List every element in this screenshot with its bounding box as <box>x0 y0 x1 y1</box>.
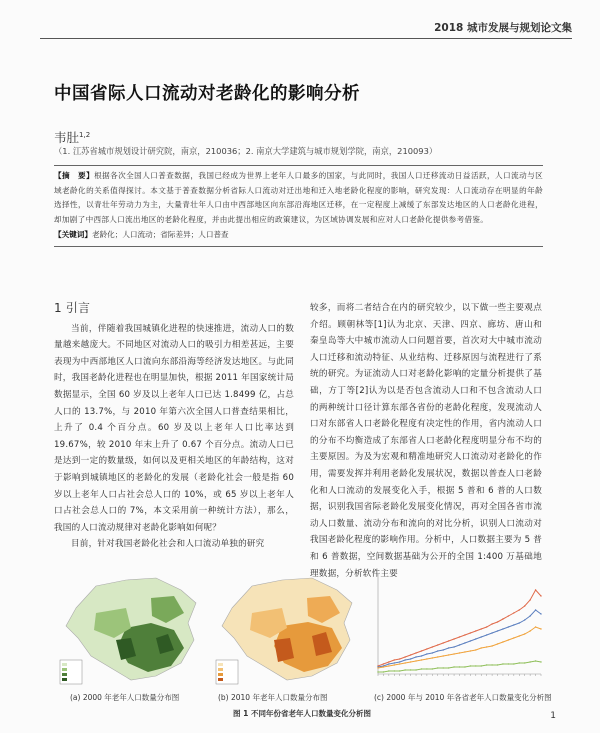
data-point-change <box>459 652 460 653</box>
data-point-base <box>410 669 411 670</box>
data-point-2010 <box>394 659 395 660</box>
abstract-text: 根据各次全国人口普查数据，我国已经成为世界上老年人口最多的国家，与此同时，我国人口迁移流动日益活跃，人口流动与区域老龄化的关系值得探讨。本文基于普查数据分析省际人口流动对迁出地和迁入地老龄化程度的影响，研究发现：人口流动存在明显的年龄选择性，以青壮年劳动力为主，大量青壮年人口由中西部地区向东部沿海地区迁移，在一定程度上减缓了东部发达地区的人口老龄化进程，却加剧了中西部人口流出地区的老龄化程度，并由此提出相应的政策建议，为区域协调发展和应对人口老龄化提供参考借鉴。 <box>54 171 543 224</box>
data-point-change <box>475 649 476 650</box>
affiliation: （1. 江苏省城市规划设计研究院，南京，210036；2. 南京大学建筑与城市规划学院，南京，210093） <box>54 146 438 156</box>
data-point-2010 <box>540 595 541 596</box>
data-point-2000 <box>410 658 411 659</box>
data-point-change <box>453 653 454 654</box>
body-paragraph: 较多，而将二者结合在内的研究较少，以下做一些主要观点介绍。顾朝林等[1]认为北京、天津、四京、廊坊、唐山和秦皇岛等大中城市流动人口问题首要，首次对大中城市流动人口迁移和流动特征、从业结构、迁移原因与流程进行了系统的研究。为证流动人口对老龄化影响的定量分析提供了基础，方丁等[2]认为以是否包含流动人口和不包含流动人口的两种统计口径计算东部各省份的老龄化程度，发现流动人口对东部省人口老龄化程度有决定性的作用，省内流动人口的分布不均衡造成了东部省人口老龄化程度明显分布不均的主要原因。为及为宏观和精准地研究人口流动对老龄化的作用，需要发挥并利用老龄化发展状况，数据以普查人口老龄化和人口流动的发展变化入手，根据 5 普和 6 普的人口数据，识别我国省际老龄化发展变化情况，再对全国各省市流动人口数量、流动分布和流向的对比分析，识别人口流动对我国老龄化程度的影响作用。分析中，人口数据主要为 5 普和 6 普数据，空间数据基础为公开的全国 1:400 万基础地理数据，分析软件主要 <box>310 303 542 579</box>
data-point-2000 <box>437 650 438 651</box>
data-point-change <box>519 635 520 636</box>
data-point-change <box>508 639 509 640</box>
data-point-2010 <box>481 628 482 629</box>
abstract <box>54 169 543 227</box>
data-point-change <box>497 643 498 644</box>
figure-map-2010 <box>212 568 362 688</box>
data-point-2000 <box>459 644 460 645</box>
data-point-change <box>388 665 389 666</box>
caption-a: (a) 2000 年老年人口数量分布图 <box>70 693 180 702</box>
keywords-text: 老龄化；人口流动；省际差异；人口普查 <box>91 230 229 240</box>
section-heading: 1 引言 <box>54 301 91 315</box>
data-point-2010 <box>415 652 416 653</box>
data-point-2000 <box>394 662 395 663</box>
data-point-2000 <box>481 636 482 637</box>
data-point-change <box>399 663 400 664</box>
data-point-2010 <box>508 615 509 616</box>
data-point-base <box>404 669 405 670</box>
data-point-change <box>394 664 395 665</box>
data-point-base <box>470 665 471 666</box>
data-point-2010 <box>486 626 487 627</box>
data-point-2000 <box>404 659 405 660</box>
keywords <box>54 228 543 242</box>
data-point-2000 <box>475 638 476 639</box>
data-point-2010 <box>513 612 514 613</box>
abstract-label: 【摘 要】 <box>54 171 95 180</box>
caption-b: (b) 2010 年老年人口数量分布图 <box>218 693 328 702</box>
data-point-change <box>404 662 405 663</box>
data-point-2010 <box>448 640 449 641</box>
data-point-base <box>421 668 422 669</box>
data-point-2010 <box>453 638 454 639</box>
abstract-box <box>54 165 543 247</box>
data-point-base <box>513 663 514 664</box>
data-point-2010 <box>529 599 530 600</box>
data-point-base <box>497 664 498 665</box>
data-point-2000 <box>464 642 465 643</box>
data-point-base <box>491 664 492 665</box>
data-point-base <box>481 665 482 666</box>
data-point-2000 <box>388 663 389 664</box>
data-point-2010 <box>497 621 498 622</box>
data-point-2000 <box>535 609 536 610</box>
paper-title: 中国省际人口流动对老龄化的影响分析 <box>54 84 360 104</box>
data-point-change <box>529 630 530 631</box>
data-point-base <box>394 670 395 671</box>
right-column <box>310 300 542 582</box>
data-point-base <box>464 666 465 667</box>
data-point-base <box>502 663 503 664</box>
data-point-base <box>486 664 487 665</box>
body-paragraph: 目前，针对我国老龄化社会和人口流动单独的研究 <box>71 539 265 550</box>
data-point-2010 <box>524 605 525 606</box>
data-point-base <box>535 660 536 661</box>
data-point-change <box>448 654 449 655</box>
data-point-2010 <box>502 618 503 619</box>
data-point-base <box>453 666 454 667</box>
series-line-change <box>378 627 541 668</box>
data-point-2000 <box>491 632 492 633</box>
data-point-base <box>383 671 384 672</box>
data-point-2010 <box>491 623 492 624</box>
china-map-2000 <box>56 568 206 688</box>
data-point-2010 <box>399 658 400 659</box>
data-point-2010 <box>404 656 405 657</box>
data-point-2000 <box>519 622 520 623</box>
data-point-2000 <box>486 634 487 635</box>
data-point-2000 <box>453 646 454 647</box>
data-point-2010 <box>388 661 389 662</box>
data-point-2010 <box>470 632 471 633</box>
data-point-change <box>377 667 378 668</box>
data-point-base <box>377 671 378 672</box>
data-point-change <box>491 645 492 646</box>
page-number: 1 <box>550 711 556 721</box>
data-point-2010 <box>432 646 433 647</box>
left-column <box>54 300 294 553</box>
data-point-2010 <box>464 634 465 635</box>
data-point-change <box>502 641 503 642</box>
data-point-2000 <box>432 652 433 653</box>
data-point-change <box>524 633 525 634</box>
data-point-change <box>415 660 416 661</box>
figure-caption: 图 1 不同年份省老年人口数量变化分析图 <box>233 709 371 718</box>
data-point-2010 <box>383 663 384 664</box>
data-point-2010 <box>410 654 411 655</box>
figure-line-chart <box>370 568 545 688</box>
data-point-2010 <box>437 644 438 645</box>
data-point-change <box>432 657 433 658</box>
series-line-2010 <box>378 590 541 666</box>
data-point-2010 <box>426 648 427 649</box>
data-point-change <box>481 647 482 648</box>
data-point-base <box>448 667 449 668</box>
data-point-change <box>437 656 438 657</box>
data-point-base <box>415 669 416 670</box>
body-paragraph: 当前，伴随着我国城镇化进程的快速推进，流动人口的数量越来越庞大。不同地区对流动人口的吸引力相差甚远，主要表现为中西部地区人口流向东部沿海等经济发达地区。与此同时，我国老龄化进程也在明显加快，根据 2011 年国家统计局数据显示，全国 60 岁及以上老年人口已达 1.8499 亿，占总人口的 13.7%，与 2010 年第六次全国人口普查结果相比，上升了 0.4 个百分点。60 岁及以上老年人口比率达到 19.67%，较 2010 年末上升了 0.67 个百分点。流动人口已是达到一定的数量级，如何以及更相关地区的年龄结构，这对于影响到城镇地区的老龄化的发展（老龄化社会一般是指 60 岁以上老年人口占社会总人口的 10%，或 65 岁以上老年人口占社会总人口的 7%，本文采用前一种统计方法），那么，我国的人口流动规律对老龄化影响如何呢？ <box>54 323 294 533</box>
data-point-base <box>529 661 530 662</box>
data-point-2010 <box>519 609 520 610</box>
data-point-2000 <box>540 613 541 614</box>
data-point-2000 <box>470 640 471 641</box>
data-point-2000 <box>443 649 444 650</box>
data-point-base <box>437 667 438 668</box>
data-point-change <box>464 651 465 652</box>
data-point-base <box>475 665 476 666</box>
data-point-2000 <box>497 630 498 631</box>
data-point-change <box>535 626 536 627</box>
data-point-2000 <box>508 626 509 627</box>
data-point-2000 <box>421 655 422 656</box>
data-point-base <box>399 670 400 671</box>
china-map-2010 <box>212 568 362 688</box>
line-chart <box>370 568 545 688</box>
data-point-base <box>524 662 525 663</box>
data-point-2000 <box>502 628 503 629</box>
data-point-base <box>443 667 444 668</box>
data-point-change <box>426 658 427 659</box>
data-point-change <box>383 666 384 667</box>
data-point-change <box>443 655 444 656</box>
data-point-2010 <box>459 636 460 637</box>
author-line <box>54 128 90 146</box>
data-point-base <box>426 668 427 669</box>
data-point-change <box>410 661 411 662</box>
data-point-2000 <box>399 661 400 662</box>
data-point-2000 <box>448 647 449 648</box>
data-point-change <box>513 637 514 638</box>
data-point-2000 <box>529 615 530 616</box>
data-point-change <box>421 659 422 660</box>
data-point-2010 <box>535 589 536 590</box>
data-point-change <box>470 650 471 651</box>
author-affiliation-mark: 1,2 <box>79 130 91 139</box>
journal-title: 2018 城市发展与规划论文集 <box>434 22 572 34</box>
data-point-2000 <box>513 624 514 625</box>
data-point-base <box>519 662 520 663</box>
data-point-base <box>459 666 460 667</box>
data-point-base <box>508 663 509 664</box>
data-point-2000 <box>426 653 427 654</box>
data-point-2010 <box>475 630 476 631</box>
author-name: 韦肚 <box>54 130 80 145</box>
data-point-change <box>486 646 487 647</box>
data-point-base <box>388 670 389 671</box>
data-point-2000 <box>524 619 525 620</box>
data-point-base <box>540 661 541 662</box>
running-header <box>40 20 572 39</box>
data-point-2010 <box>421 650 422 651</box>
data-point-2010 <box>443 642 444 643</box>
data-point-base <box>432 668 433 669</box>
data-point-change <box>540 628 541 629</box>
data-point-2000 <box>415 656 416 657</box>
caption-c: (c) 2000 年与 2010 年各省老年人口数量变化分析图 <box>374 693 552 702</box>
figure-map-2000 <box>56 568 206 688</box>
keywords-label: 【关键词】 <box>54 230 92 240</box>
